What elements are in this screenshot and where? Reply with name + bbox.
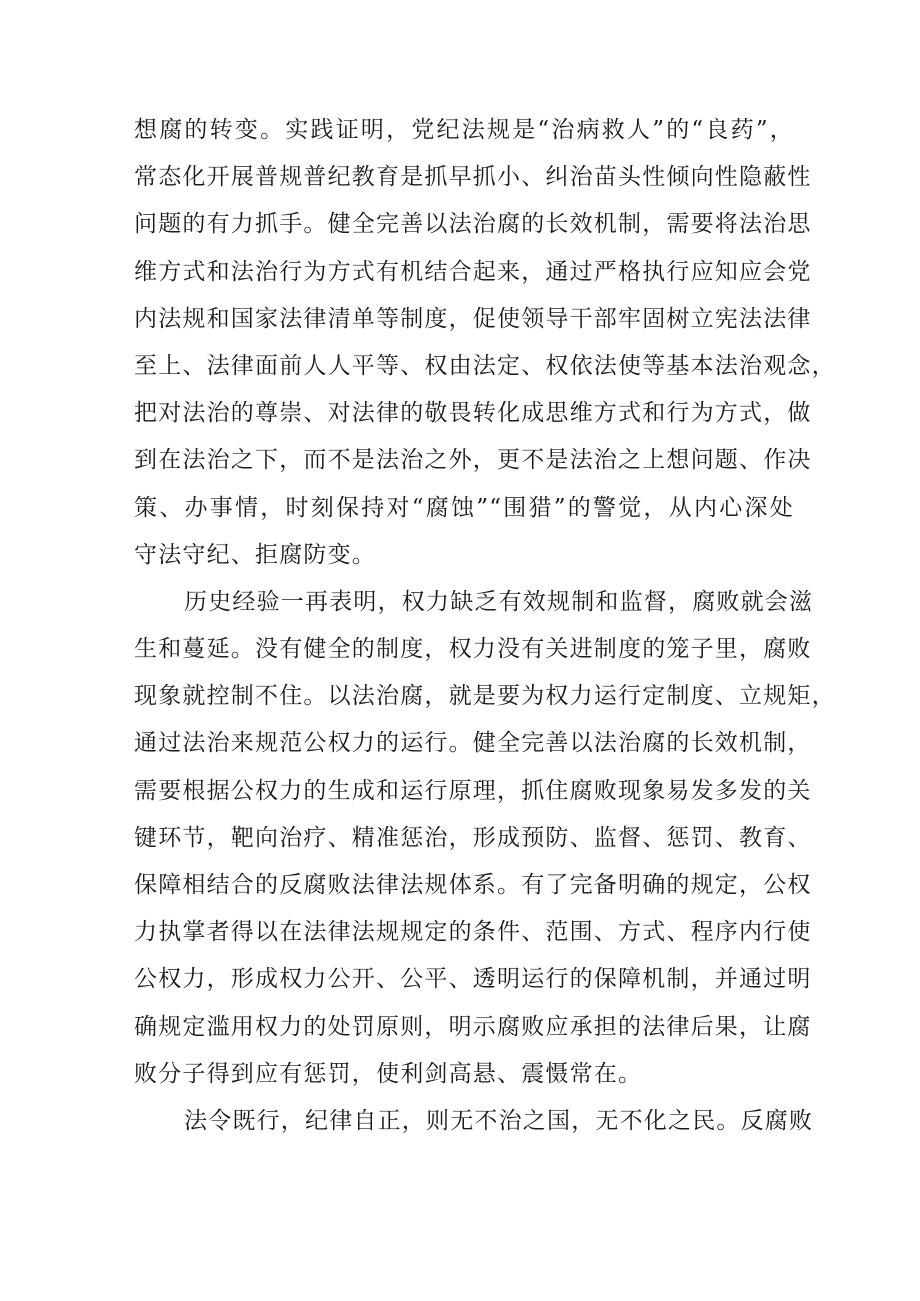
text-line: 法令既行，纪律自正，则无不治之国，无不化之民。反腐败 [184, 1107, 814, 1134]
text-line: 确规定滥用权力的处罚原则，明示腐败应承担的法律后果，让腐 [134, 1013, 812, 1040]
text-line: 内法规和国家法律清单等制度，促使领导干部牢固树立宪法法律 [134, 305, 812, 332]
text-line: 想腐的转变。实践证明，党纪法规是“治病救人”的“良药”， [134, 117, 794, 143]
text-line: 至上、法律面前人人平等、权由法定、权依法使等基本法治观念， [134, 352, 836, 379]
text-line: 历史经验一再表明，权力缺乏有效规制和监督，腐败就会滋 [184, 588, 814, 615]
text-line: 守法守纪、拒腐防变。 [134, 541, 376, 568]
text-line: 现象就控制不住。以法治腐，就是要为权力运行定制度、立规矩， [134, 683, 836, 710]
text-line: 到在法治之下，而不是法治之外，更不是法治之上想问题、作决 [134, 447, 812, 474]
text-line: 键环节，靶向治疗、精准惩治，形成预防、监督、惩罚、教育、 [134, 824, 812, 851]
text-line: 通过法治来规范公权力的运行。健全完善以法治腐的长效机制， [134, 730, 812, 757]
paragraph-1 [134, 107, 836, 579]
text-line: 保障相结合的反腐败法律法规体系。有了完备明确的规定，公权 [134, 872, 812, 898]
text-line: 把对法治的尊崇、对法律的敬畏转化成思维方式和行为方式，做 [134, 400, 812, 427]
text-line: 问题的有力抓手。健全完善以法治腐的长效机制，需要将法治思 [134, 211, 812, 238]
text-line: 常态化开展普规普纪教育是抓早抓小、纠治苗头性倾向性隐蔽性 [134, 164, 812, 191]
text-line: 生和蔓延。没有健全的制度，权力没有关进制度的笼子里，腐败 [134, 636, 812, 663]
body-text [134, 107, 836, 1145]
text-line: 维方式和法治行为方式有机结合起来，通过严格执行应知应会党 [134, 258, 812, 285]
text-line: 策、办事情，时刻保持对“腐蚀”“围猎”的警觉，从内心深处 [134, 494, 794, 521]
text-line: 败分子得到应有惩罚，使利剑高悬、震慑常在。 [134, 1060, 643, 1087]
paragraph-3 [134, 1098, 814, 1145]
text-line: 公权力，形成权力公开、公平、透明运行的保障机制，并通过明 [134, 966, 812, 993]
paragraph-2 [134, 579, 836, 1098]
text-line: 需要根据公权力的生成和运行原理，抓住腐败现象易发多发的关 [134, 777, 812, 804]
text-line: 力执掌者得以在法律法规规定的条件、范围、方式、程序内行使 [134, 919, 812, 946]
